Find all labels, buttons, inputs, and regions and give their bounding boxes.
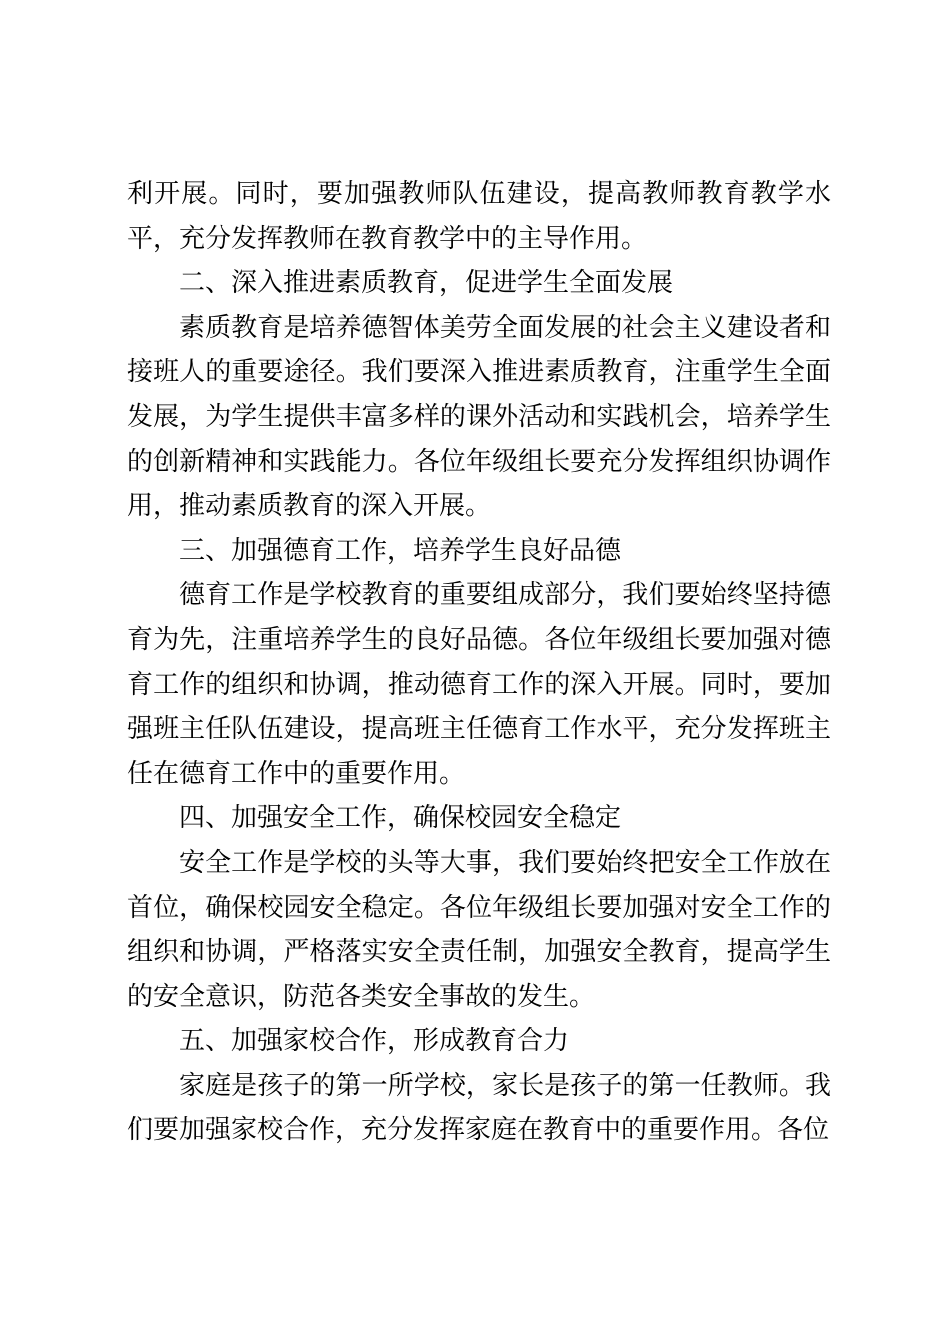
section-heading-4: 四、加强安全工作，确保校园安全稳定 (179, 803, 622, 834)
paragraph-continued: 利开展。同时，要加强教师队伍建设，提高教师教育教学水平，充分发挥教师在教育教学中的主导作用。 (127, 179, 831, 254)
section-body-4: 安全工作是学校的头等大事，我们要始终把安全工作放在首位，确保校园安全稳定。各位年级组长要加强对安全工作的组织和协调，严格落实安全责任制，加强安全教育，提高学生的安全意识，防范各类安全事故的发生。 (127, 847, 831, 1012)
section-heading-3: 三、加强德育工作，培养学生良好品德 (179, 535, 622, 566)
section-heading-5: 五、加强家校合作，形成教育合力 (179, 1026, 570, 1057)
section-body-3: 德育工作是学校教育的重要组成部分，我们要始终坚持德育为先，注重培养学生的良好品德。各位年级组长要加强对德育工作的组织和协调，推动德育工作的深入开展。同时，要加强班主任队伍建设，提高班主任德育工作水平，充分发挥班主任在德育工作中的重要作用。 (127, 580, 831, 789)
document-page (127, 172, 831, 1153)
section-heading-2: 二、深入推进素质教育，促进学生全面发展 (179, 268, 674, 299)
section-body-5: 家庭是孩子的第一所学校，家长是孩子的第一任教师。我们要加强家校合作，充分发挥家庭在教育中的重要作用。各位 (127, 1070, 831, 1146)
section-body-2: 素质教育是培养德智体美劳全面发展的社会主义建设者和接班人的重要途径。我们要深入推进素质教育，注重学生全面发展，为学生提供丰富多样的课外活动和实践机会，培养学生的创新精神和实践能力。各位年级组长要充分发挥组织协调作用，推动素质教育的深入开展。 (127, 312, 831, 522)
